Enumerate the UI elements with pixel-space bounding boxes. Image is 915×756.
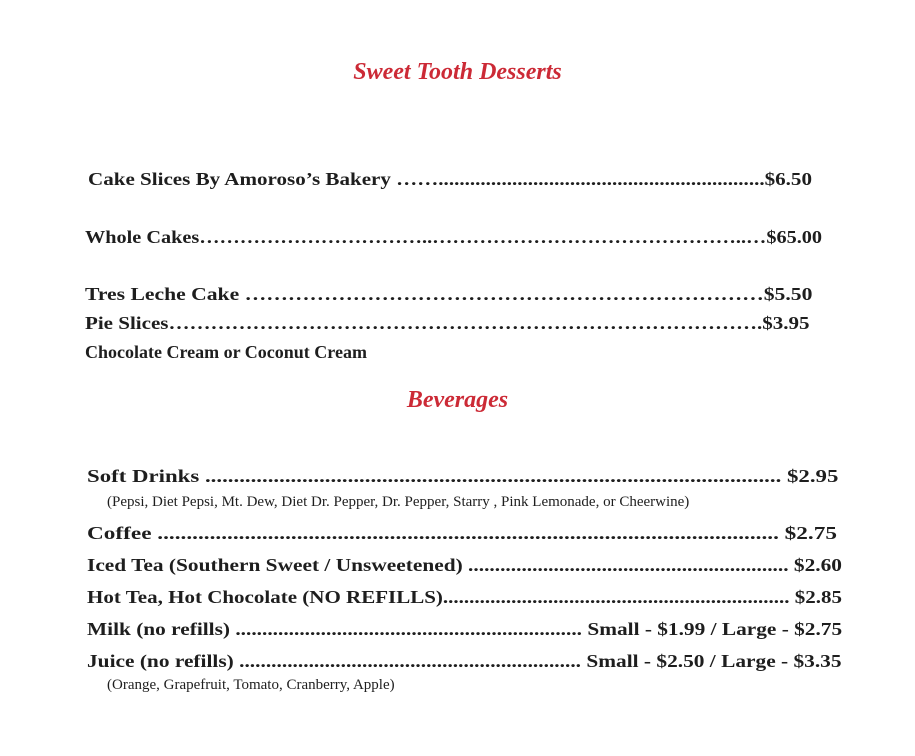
menu-item-whole-cakes: Whole Cakes……………………………..………………………………………..…$65.00 <box>85 227 823 247</box>
soft-drinks-note: (Pepsi, Diet Pepsi, Mt. Dew, Diet Dr. Pepper, Dr. Pepper, Starry , Pink Lemonade, or Cheerwine) <box>107 494 690 510</box>
menu-item-iced-tea: Iced Tea (Southern Sweet / Unsweetened) ............................................................ $2.60 <box>87 555 842 575</box>
menu-item-juice: Juice (no refills) ................................................................ Small - $2.50 / Large - $3.35 <box>87 651 842 671</box>
menu-item-soft-drinks: Soft Drinks ..................................................................................................... $2.95 <box>87 466 839 486</box>
menu-item-hot-tea: Hot Tea, Hot Chocolate (NO REFILLS).................................................................. $2.85 <box>87 587 843 607</box>
menu-item-pie-slices: Pie Slices………………………………………………………………………….$3.95 <box>85 313 810 333</box>
menu-item-tres-leche-cake: Tres Leche Cake ………………………………………………………………$5.50 <box>85 284 813 304</box>
menu-item-coffee: Coffee ........................................................................................................... $2.75 <box>87 523 837 543</box>
juice-note: (Orange, Grapefruit, Tomato, Cranberry, Apple) <box>107 677 395 693</box>
desserts-title: Sweet Tooth Desserts <box>353 59 562 85</box>
menu-item-pie-flavors: Chocolate Cream or Coconut Cream <box>85 342 367 362</box>
menu-item-milk: Milk (no refills) ................................................................. Small - $1.99 / Large - $2.75 <box>87 619 843 639</box>
menu-item-cake-slices: Cake Slices By Amoroso’s Bakery ……..............................................................$6.50 <box>88 169 812 189</box>
beverages-title: Beverages <box>406 387 509 413</box>
